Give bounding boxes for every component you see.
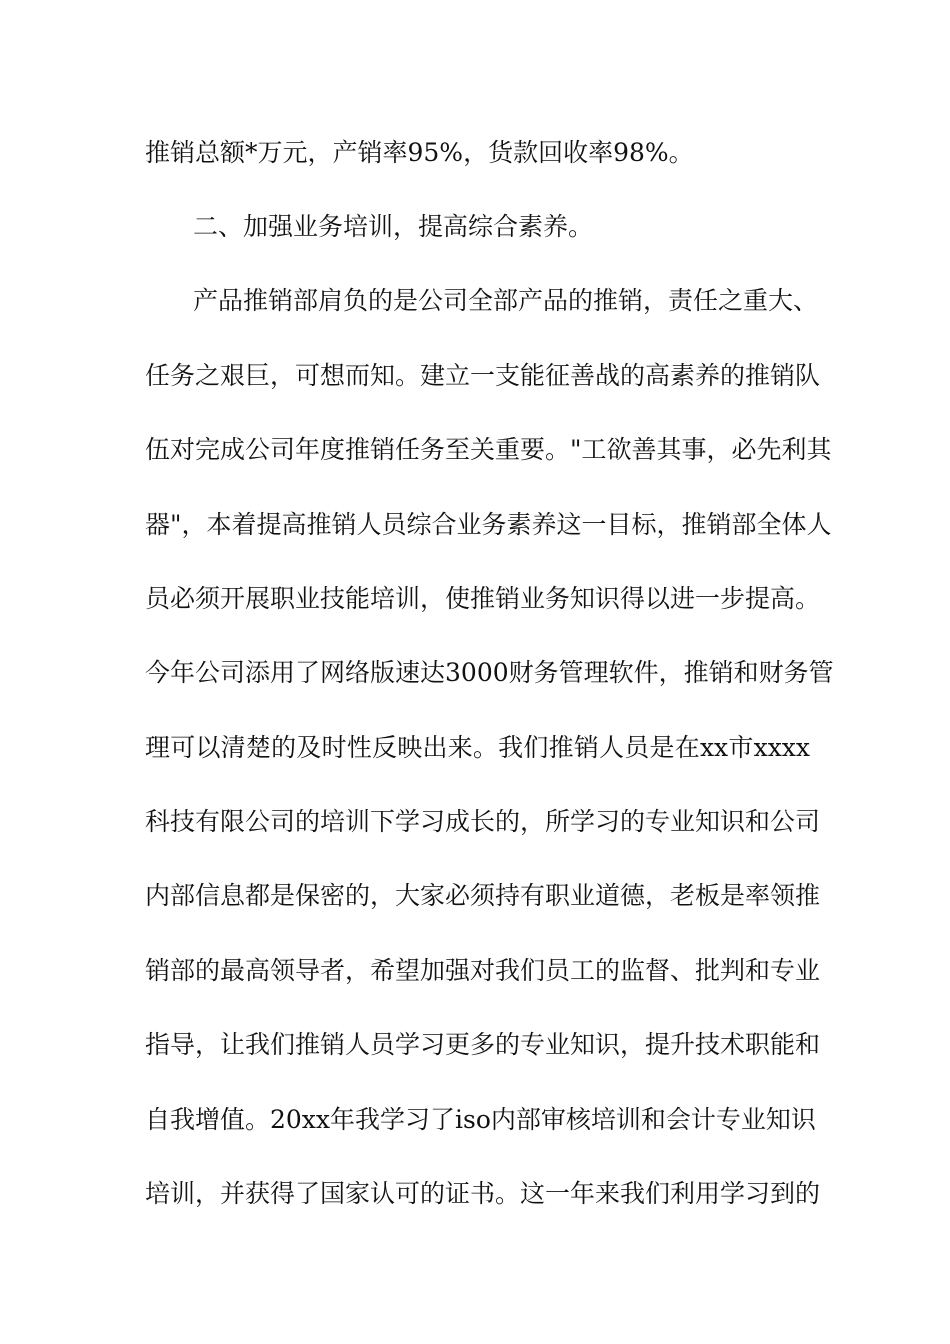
text-line: 产品推销部肩负的是公司全部产品的推销，责任之重大、 (193, 286, 819, 315)
text-line: 内部信息都是保密的，大家必须持有职业道德，老板是率领推 (145, 881, 821, 910)
text-line: 理可以清楚的及时性反映出来。我们推销人员是在xx市xxxx (145, 733, 810, 762)
text-line: 自我增值。20xx年我学习了iso内部审核培训和会计专业知识 (145, 1105, 816, 1134)
text-line: 培训，并获得了国家认可的证书。这一年来我们利用学习到的 (145, 1179, 821, 1208)
text-line: 推销总额*万元，产销率95%，货款回收率98%。 (145, 138, 694, 167)
text-line: 器"，本着提高推销人员综合业务素养这一目标，推销部全体人 (145, 510, 832, 539)
text-line: 指导，让我们推销人员学习更多的专业知识，提升技术职能和 (145, 1030, 821, 1059)
text-line: 伍对完成公司年度推销任务至关重要。"工欲善其事，必先利其 (145, 435, 832, 464)
text-line: 任务之艰巨，可想而知。建立一支能征善战的高素养的推销队 (145, 361, 821, 390)
section-heading: 二、加强业务培训，提高综合素养。 (193, 212, 594, 241)
text-line: 今年公司添用了网络版速达3000财务管理软件，推销和财务管 (145, 658, 834, 687)
text-line: 员必须开展职业技能培训，使推销业务知识得以进一步提高。 (145, 584, 821, 613)
text-line: 销部的最高领导者，希望加强对我们员工的监督、批判和专业 (145, 956, 821, 985)
text-line: 科技有限公司的培训下学习成长的，所学习的专业知识和公司 (145, 807, 821, 836)
